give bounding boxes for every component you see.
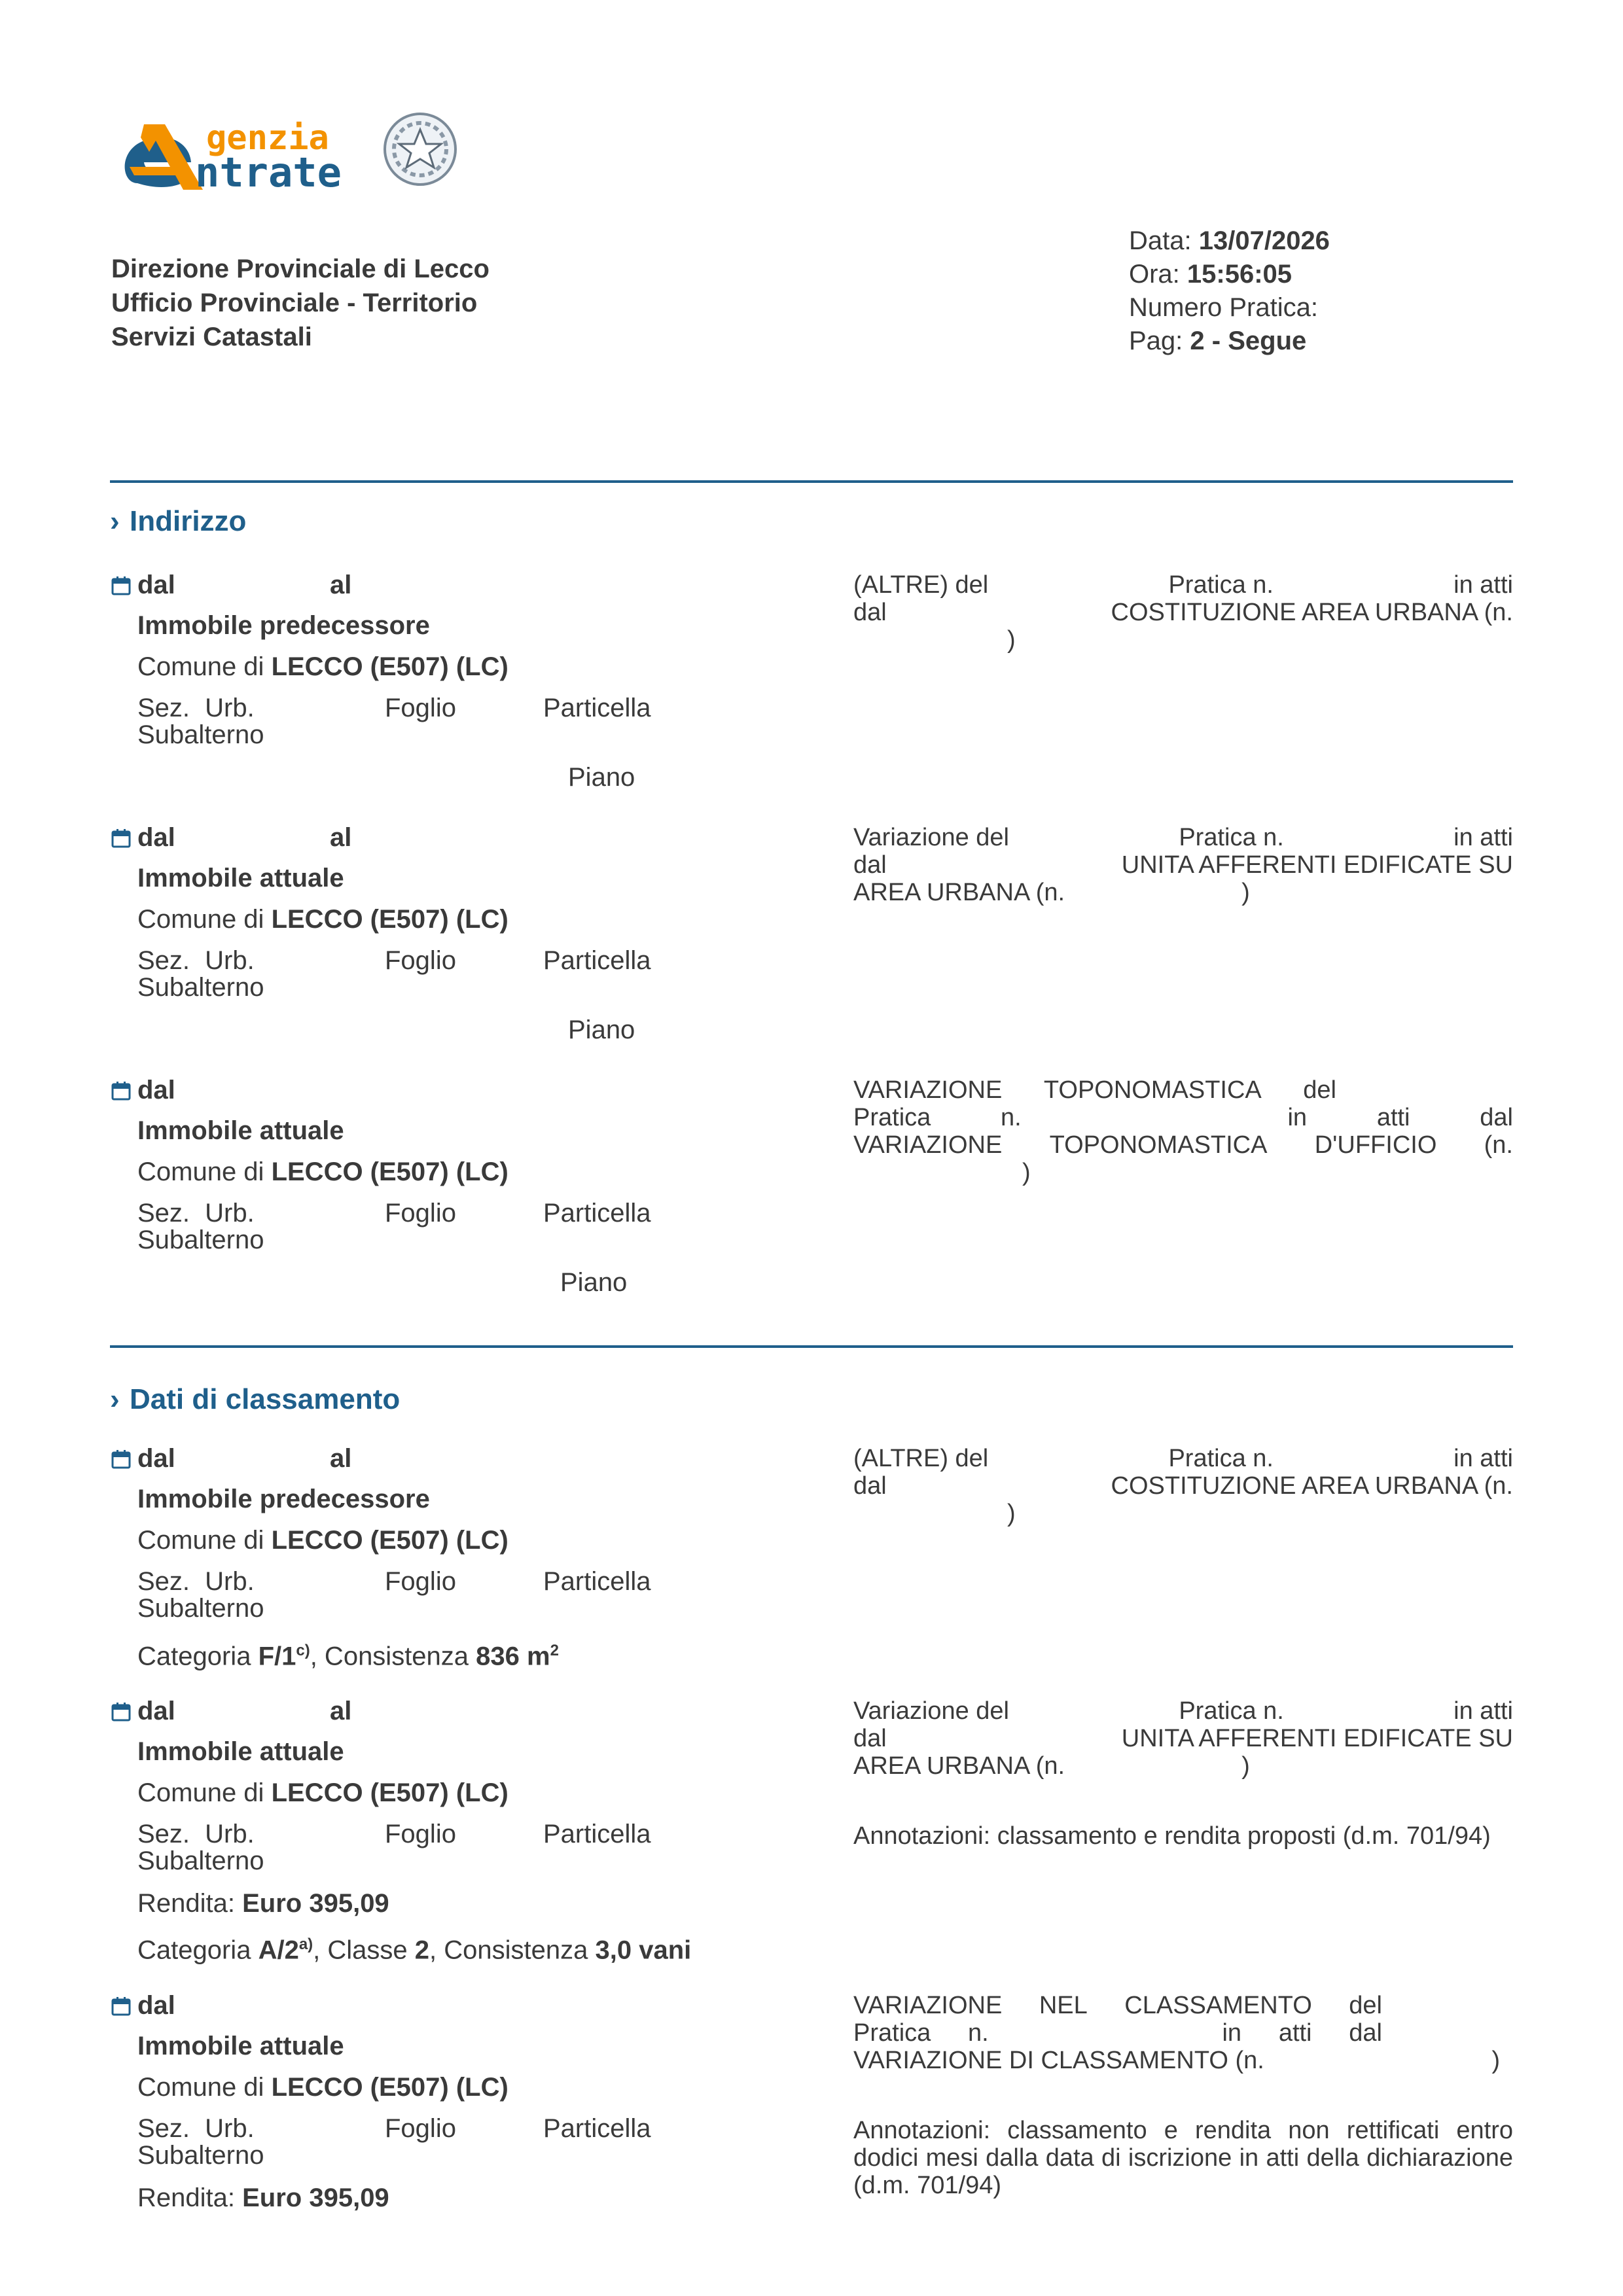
comune-line: Comune di LECCO (E507) (LC) [137, 905, 508, 934]
piano-label: Piano [568, 1016, 635, 1044]
dal-label: dal [137, 1444, 175, 1473]
meta-pagina: Pag: 2 - Segue [1129, 327, 1307, 355]
dal-label: dal [137, 1076, 175, 1104]
annotazioni-text: Annotazioni: classamento e rendita proposti (d.m. 701/94) [853, 1822, 1491, 1850]
comune-line: Comune di LECCO (E507) (LC) [137, 1778, 508, 1807]
sez-urb-label: Sez. Urb. [137, 946, 255, 975]
subalterno-label: Subalterno [137, 2141, 264, 2170]
foglio-label: Foglio [385, 694, 456, 722]
immobile-label: Immobile predecessore [137, 611, 430, 640]
calendar-icon [111, 1702, 131, 1722]
piano-label: Piano [560, 1268, 628, 1297]
dal-label: dal [137, 823, 175, 852]
particella-label: Particella [543, 946, 651, 975]
al-label: al [330, 823, 352, 852]
subalterno-label: Subalterno [137, 1226, 264, 1254]
atto-description: VARIAZIONE TOPONOMASTICA del Pratica n. in atti dal VARIAZIONE TOPONOMASTICA D'UFFICIO (n. ) [853, 1076, 1513, 1186]
particella-label: Particella [543, 1567, 651, 1596]
al-label: al [330, 1444, 352, 1473]
subalterno-label: Subalterno [137, 1594, 264, 1623]
al-label: al [330, 1697, 352, 1725]
dal-label: dal [137, 571, 175, 599]
foglio-label: Foglio [385, 2114, 456, 2143]
calendar-icon [111, 576, 131, 595]
immobile-label: Immobile attuale [137, 1737, 344, 1766]
logo-text-1: genzia [206, 118, 329, 158]
foglio-label: Foglio [385, 1567, 456, 1596]
particella-label: Particella [543, 1199, 651, 1227]
calendar-icon [111, 1081, 131, 1101]
categoria-line: Categoria F/1$^{c)}$, Consistenza 836 $m^2$ [137, 1642, 559, 1671]
logo-mark [118, 111, 465, 203]
section-title-classamento: › Dati di classamento [110, 1383, 401, 1415]
chevron-right-icon: › [110, 1383, 120, 1415]
al-label: al [330, 571, 352, 599]
office-line-2: Ufficio Provinciale - Territorio [111, 289, 478, 317]
section-divider [110, 1345, 1513, 1348]
dal-label: dal [137, 1697, 175, 1725]
foglio-label: Foglio [385, 1820, 456, 1848]
chevron-right-icon: › [110, 505, 120, 537]
piano-label: Piano [568, 763, 635, 792]
annotazioni-text: Annotazioni: classamento e rendita non rettificati entro dodici mesi dalla data di iscrizione in atti della dichiarazione (d.m. 701/94) [853, 2117, 1513, 2199]
comune-line: Comune di LECCO (E507) (LC) [137, 1526, 508, 1555]
sez-urb-label: Sez. Urb. [137, 2114, 255, 2143]
particella-label: Particella [543, 1820, 651, 1848]
subalterno-label: Subalterno [137, 973, 264, 1002]
office-line-1: Direzione Provinciale di Lecco [111, 255, 490, 283]
office-block [111, 252, 490, 354]
comune-line: Comune di LECCO (E507) (LC) [137, 652, 508, 681]
immobile-label: Immobile attuale [137, 2032, 344, 2060]
atto-description: (ALTRE) del Pratica n. in atti dal COSTITUZIONE AREA URBANA (n. ) [853, 1445, 1513, 1527]
particella-label: Particella [543, 694, 651, 722]
atto-description: Variazione del Pratica n. in atti dal UNITA AFFERENTI EDIFICATE SU AREA URBANA (n. ) [853, 824, 1513, 906]
calendar-icon [111, 1996, 131, 2016]
comune-line: Comune di LECCO (E507) (LC) [137, 1157, 508, 1186]
meta-data: Data: 13/07/2026 [1129, 226, 1330, 255]
rendita-line: Rendita: Euro 395,09 [137, 1889, 389, 1918]
sez-urb-label: Sez. Urb. [137, 1567, 255, 1596]
sez-urb-label: Sez. Urb. [137, 1820, 255, 1848]
foglio-label: Foglio [385, 946, 456, 975]
office-line-3: Servizi Catastali [111, 323, 312, 351]
calendar-icon [111, 1449, 131, 1469]
immobile-label: Immobile attuale [137, 1116, 344, 1145]
immobile-label: Immobile attuale [137, 864, 344, 892]
atto-description: (ALTRE) del Pratica n. in atti dal COSTITUZIONE AREA URBANA (n. ) [853, 571, 1513, 654]
foglio-label: Foglio [385, 1199, 456, 1227]
agenzia-entrate-logo [118, 111, 465, 203]
sez-urb-label: Sez. Urb. [137, 694, 255, 722]
logo-text-2: ntrate [195, 149, 342, 196]
document-meta [1129, 224, 1330, 358]
comune-line: Comune di LECCO (E507) (LC) [137, 2073, 508, 2102]
calendar-icon [111, 828, 131, 848]
particella-label: Particella [543, 2114, 651, 2143]
emblem-icon [385, 114, 455, 185]
atto-description: VARIAZIONE NEL CLASSAMENTO del Pratica n. in atti dal VARIAZIONE DI CLASSAMENTO (n. ) [853, 1992, 1500, 2074]
categoria-line: Categoria A/2$^{a)}$, Classe 2, Consistenza 3,0 vani [137, 1935, 692, 1965]
meta-ora: Ora: 15:56:05 [1129, 260, 1293, 289]
dal-label: dal [137, 1991, 175, 2020]
subalterno-label: Subalterno [137, 1846, 264, 1875]
meta-numero-pratica: Numero Pratica: [1129, 293, 1318, 322]
subalterno-label: Subalterno [137, 720, 264, 749]
rendita-line: Rendita: Euro 395,09 [137, 2183, 389, 2212]
sez-urb-label: Sez. Urb. [137, 1199, 255, 1227]
atto-description: Variazione del Pratica n. in atti dal UNITA AFFERENTI EDIFICATE SU AREA URBANA (n. ) [853, 1697, 1513, 1780]
immobile-label: Immobile predecessore [137, 1485, 430, 1513]
section-title-indirizzo: › Indirizzo [110, 505, 247, 537]
section-divider [110, 480, 1513, 483]
